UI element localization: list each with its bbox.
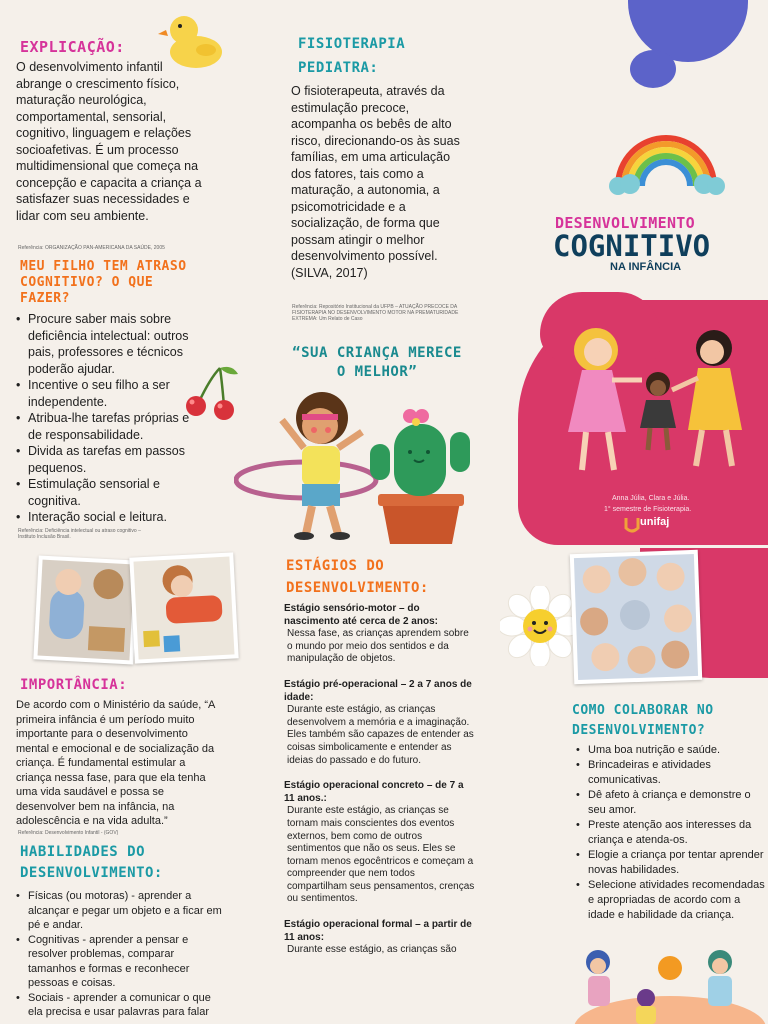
list-item: • Preste atenção aos interesses da criança e atenda-os. (576, 818, 766, 848)
daisy-icon (500, 586, 580, 666)
explicacao-heading: EXPLICAÇÃO: (20, 38, 125, 56)
cactus-illustration (366, 408, 476, 544)
importancia-text: De acordo com o Ministério da saúde, “A primeira infância é um período muito importante para o desenvolvimento mental e emocional e de socialização da criança. É fundamental estimular a criança nessa fase, para que ela tenha uma vida saudável e possa se desenvolver bem na infância, na adolescência e na vida adulta.” (16, 699, 215, 827)
list-item: • Selecione atividades recomendadas e apropriadas de acordo com a idade e habilidade da criança. (576, 878, 766, 923)
list-item: • Físicas (ou motoras) - aprender a alcançar e pegar um objeto e a ficar em pé e andar. (16, 889, 222, 933)
list-item: • Incentive o seu filho a ser independente. (16, 377, 204, 410)
stages-list (284, 603, 476, 957)
list-item: • Procure saber mais sobre deficiência intelectual: outros pais, professores e técnicos poderão ajudar. (16, 311, 204, 377)
cover-semester: 1° semestre de Fisioterapia. (604, 506, 692, 513)
stage-body: Durante este estágio, as crianças se tornam mais conscientes dos eventos externos, bem como de outros sentimentos que não os seus. Eles se tornam menos egocêntricos e começam a compreender que nem todos compartilham seus pensamentos, crenças ou sentimentos. (287, 805, 475, 905)
unifaj-logo (624, 514, 684, 536)
photo-kid-playing (129, 552, 238, 663)
colaborar-heading: COMO COLABORAR NO DESENVOLVIMENTO? (572, 703, 714, 738)
atraso-reference: Referência: Deficiência intelectual ou atraso cognitivo – Instituto Inclusão Brasil. (18, 528, 141, 540)
list-item: • Atribua-lhe tarefas próprias e de responsabilidade. (16, 410, 204, 443)
photo-baby-toys (33, 555, 138, 664)
list-item: • Dê afeto à criança e demonstre o seu amor. (576, 788, 766, 818)
quote-heading: “SUA CRIANÇA MERECE O MELHOR” (292, 345, 462, 380)
stage-body: Durante este estágio, as crianças desenvolvem a memória e a imaginação. Eles também são capazes de entender as coisas simbolicamente e entender as ideias do passado e do futuro. (287, 704, 474, 766)
explicacao-text: O desenvolvimento infantil abrange o crescimento físico, maturação neurológica, comportamental, sensorial, cognitivo, linguagem e relações socioafetivas. É um processo multidimensional que começa na concepção e capacita a criança a satisfazer suas necessidades e lidar com seu ambiente. (16, 60, 202, 223)
stage-heading: Estágio sensório-motor – do nascimento até cerca de 2 anos: (284, 603, 438, 627)
cover-title-line2: COGNITIVO (553, 229, 711, 263)
list-item: • Elogie a criança por tentar aprender novas habilidades. (576, 848, 766, 878)
fisio-reference: Referência: Repositório Institucional da UFPB – ATUAÇÃO PRECOCE DA FISIOTERAPIA NO DESENVOLVIMENTO MOTOR NA PREMATURIDADE EXTREMA: Um Relato de Caso (292, 304, 459, 322)
blue-dot-decoration (630, 50, 676, 88)
list-item: • Estimulação sensorial e cognitiva. (16, 476, 204, 509)
list-item: • Sociais - aprender a comunicar o que ela precisa e usar palavras para falar (16, 991, 222, 1020)
stage-heading: Estágio operacional concreto – de 7 a 11 anos.: (284, 780, 464, 804)
kid-hula-hoop-illustration (234, 384, 384, 544)
stage-item (284, 679, 476, 767)
photo-kids-circle (570, 550, 702, 684)
list-item: • Divida as tarefas em passos pequenos. (16, 443, 204, 476)
importancia-heading: IMPORTÂNCIA: (20, 677, 128, 693)
stage-item (284, 603, 476, 666)
atraso-heading: MEU FILHO TEM ATRASO COGNITIVO? O QUE FAZER? (20, 259, 187, 306)
habilidades-list (16, 889, 222, 1020)
stage-heading: Estágio pré-operacional – 2 a 7 anos de idade: (284, 678, 472, 703)
stage-item (284, 780, 476, 906)
girls-dancing-illustration (546, 320, 746, 476)
cover-title-line3: NA INFÂNCIA (610, 261, 682, 273)
list-item: • Brincadeiras e atividades comunicativas. (576, 758, 766, 788)
list-item: • Cognitivas - aprender a pensar e resolver problemas, comparar tamanhos e formas e reconhecer pessoas e coisas. (16, 933, 222, 991)
explicacao-reference: Referência: ORGANIZAÇÃO PAN-AMERICANA DA SAÚDE, 2005 (18, 245, 165, 251)
fisio-heading: FISIOTERAPIA PEDIATRA: (298, 36, 406, 76)
stage-heading: Estágio operacional formal – a partir de 11 anos: (284, 919, 472, 943)
importancia-reference: Referência: Desenvolvimento Infantil - (GOV) (18, 830, 119, 836)
list-item: • Uma boa nutrição e saúde. (576, 743, 766, 758)
list-item: • Interação social e leitura. (16, 509, 204, 526)
stage-body: Durante esse estágio, as crianças são (287, 944, 457, 956)
stage-body: Nessa fase, as crianças aprendem sobre o mundo por meio dos sentidos e da manipulação de objetos. (287, 628, 469, 665)
cover-title-line1: DESENVOLVIMENTO (555, 214, 695, 232)
stage-item (284, 919, 476, 957)
atraso-list (16, 311, 204, 526)
estagios-heading: ESTÁGIOS DO DESENVOLVIMENTO: (286, 558, 429, 596)
colaborar-list (576, 743, 766, 923)
cherry-icon (180, 360, 242, 422)
logo-text: unifaj (640, 516, 670, 528)
fisio-text: O fisioterapeuta, através da estimulação precoce, acompanha os bebês de alto risco, direcionando-os às suas famílias, em uma articulação dos fatores, tais como a maturação, a autonomia, a psicomotricidade e a socialização, de forma que possam atingir o melhor desenvolvimento possível. (SILVA, 2017) (291, 84, 460, 280)
rainbow-icon (604, 134, 728, 196)
cover-authors: Anna Júlia, Clara e Júlia. (612, 495, 690, 502)
kids-playing-illustration (570, 948, 766, 1024)
habilidades-heading: HABILIDADES DO DESENVOLVIMENTO: (20, 844, 163, 881)
